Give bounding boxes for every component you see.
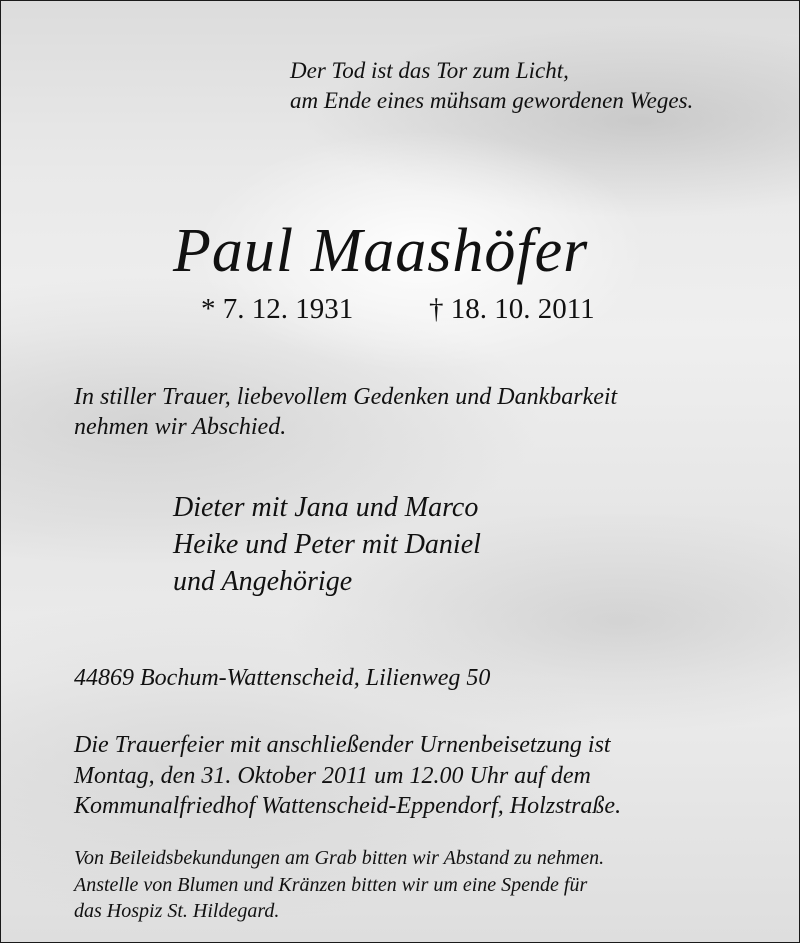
family-line-3: und Angehörige xyxy=(173,566,353,597)
donation-requests xyxy=(74,845,604,925)
quote-line-1: Der Tod ist das Tor zum Licht, xyxy=(290,58,569,83)
ceremony-line-2: Montag, den 31. Oktober 2011 um 12.00 Uhr auf dem xyxy=(74,762,591,789)
mourning-line-1: In stiller Trauer, liebevollem Gedenken und Dankbarkeit xyxy=(74,384,618,410)
ceremony-line-1: Die Trauerfeier mit anschließender Urnenbeisetzung ist xyxy=(74,732,611,758)
family-line-1: Dieter mit Jana und Marco xyxy=(173,492,479,523)
birth-date: * 7. 12. 1931 xyxy=(201,293,354,325)
ceremony-line-3: Kommunalfriedhof Wattenscheid-Eppendorf, Holzstraße. xyxy=(74,793,622,819)
family-names xyxy=(173,489,481,600)
mourning-statement xyxy=(74,382,617,442)
family-line-2: Heike und Peter mit Daniel xyxy=(173,529,481,560)
mourning-line-2: nehmen wir Abschied. xyxy=(74,414,287,440)
requests-line-3: das Hospiz St. Hildegard. xyxy=(74,900,280,922)
death-date: † 18. 10. 2011 xyxy=(429,293,595,325)
requests-line-2: Anstelle von Blumen und Kränzen bitten wir um eine Spende für xyxy=(74,873,588,896)
quote-line-2: am Ende eines mühsam gewordenen Weges. xyxy=(290,88,694,113)
requests-line-1: Von Beileidsbekundungen am Grab bitten wir Abstand zu nehmen. xyxy=(74,847,605,869)
memorial-quote xyxy=(290,56,693,116)
deceased-name: Paul Maashöfer xyxy=(173,217,589,285)
family-address: 44869 Bochum-Wattenscheid, Lilienweg 50 xyxy=(74,665,491,691)
ceremony-details xyxy=(74,730,621,822)
